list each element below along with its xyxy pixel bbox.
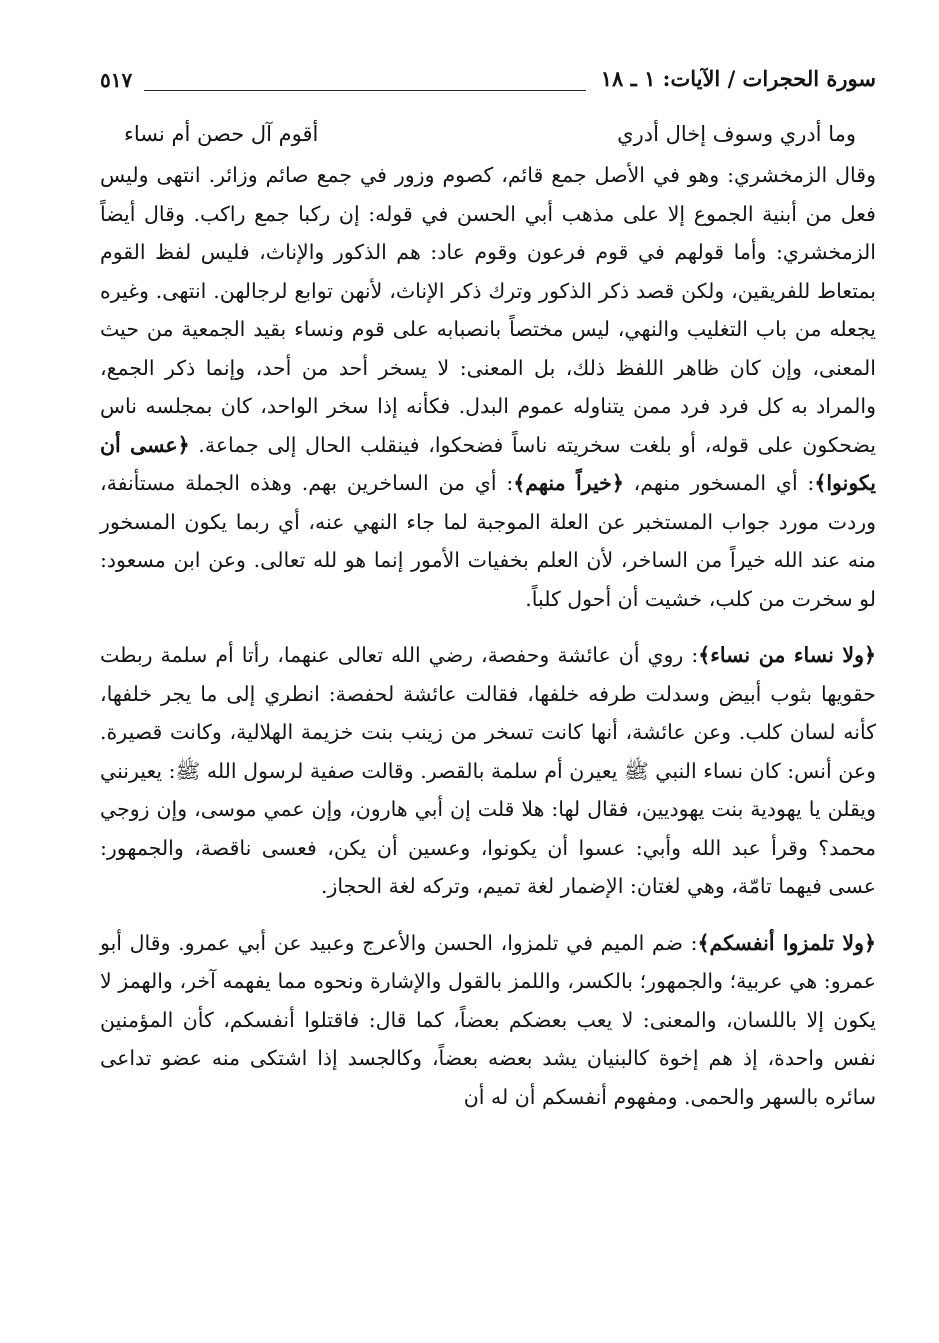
book-page bbox=[100, 56, 876, 1306]
text-line: وكالجسد إذا اشتكى منه عضو تداعى سائره بالسهر والحمى. ومفهوم أنفسكم أن له أن bbox=[100, 1046, 876, 1109]
quran-quote: ﴿ولا تلمزوا أنفسكم﴾ bbox=[697, 930, 876, 955]
body-text bbox=[100, 156, 876, 1116]
text-line: فينقلب الحال إلى جماعة. ﴿عسى أن يكونوا﴾: أي المسخور منهم، ﴿خيراً منهم﴾: أي bbox=[100, 432, 876, 495]
text-line: سلمة ربطت حقويها بثوب أبيض وسدلت طرفه خلفها، فقالت عائشة لحفصة: انطري إلى bbox=[100, 643, 876, 706]
text-line: لما جاء النهي عنه، أي ربما يكون المسخور منه عند الله خيراً من الساخر، لأن العلم bbox=[100, 509, 876, 572]
text-line: عمرو. وقال أبو عمرو: هي عربية؛ والجمهور؛ بالكسر، واللمز بالقول والإشارة ونحوه مما bbox=[100, 930, 876, 993]
text-line: كلباً. bbox=[525, 586, 561, 611]
text-line: ﴿ولا نساء من نساء﴾: روي أن عائشة وحفصة، رضي الله تعالى عنهما، رأتا أم bbox=[215, 643, 876, 667]
text-line: راكب. وقال أيضاً الزمخشري: وأما قولهم في قوم فرعون وقوم عاد: هم الذكور والإناث، bbox=[100, 201, 876, 264]
text-line: لرجالهن. انتهى. وغيره يجعله من باب التغليب والنهي، ليس مختصاً بانصبابه على قوم bbox=[100, 278, 876, 341]
text-line: أحد من أحد، وإنما ذكر الجمع، والمراد به كل فرد فرد ممن يتناوله عموم البدل. فكأنه إذا bbox=[100, 355, 876, 418]
text-line: من الساخرين بهم. وهذه الجملة مستأنفة، وردت مورد جواب المستخبر عن العلة الموجبة bbox=[100, 471, 876, 534]
text-line: انتهى وليس فعل من أبنية الجموع إلا على مذهب أبي الحسن في قوله: إن ركبا جمع bbox=[100, 163, 876, 226]
paragraph bbox=[100, 636, 876, 906]
text-line: وعسين أن يكن، فعسى ناقصة، والجمهور: عسى فيهما تامّة، وهي لغتان: الإضمار لغة bbox=[100, 835, 876, 898]
verse-second-hemistich: أقوم آل حصن أم نساء bbox=[124, 122, 319, 146]
text-line: ﴿ولا تلمزوا أنفسكم﴾: ضم الميم في تلمزوا، الحسن والأعرج وعبيد عن أبي bbox=[237, 930, 876, 955]
text-line: هارون، وإن عمي موسى، وإن زوجي محمد؟ وقرأ عبد الله وأبي: عسوا أن يكونوا، bbox=[100, 797, 876, 860]
text-line: فليس لفظ القوم بمتعاط للفريقين، ولكن قصد ذكر الذكور وترك ذكر الإناث، لأنهن توابع bbox=[100, 240, 876, 303]
poetry-verse bbox=[124, 114, 856, 154]
text-line: تميم، وتركه لغة الحجاز. bbox=[321, 874, 521, 898]
text-line: ما يجر خلفها، كأنه لسان كلب. وعن عائشة، أنها كانت تسخر من زينب بنت خزيمة bbox=[100, 681, 876, 744]
verse-first-hemistich: وما أدري وسوف إخال أدري bbox=[617, 122, 856, 146]
paragraph bbox=[100, 924, 876, 1117]
text-line: يفهمه آخر، والهمز لا يكون إلا باللسان، والمعنى: لا يعب بعضكم بعضاً، كما قال: bbox=[100, 969, 876, 1032]
paragraph-spacer bbox=[100, 618, 876, 636]
text-line: وقال الزمخشري: وهو في الأصل جمع قائم، كصوم وزور في جمع صائم وزائر. bbox=[208, 163, 876, 187]
header-rule bbox=[144, 90, 586, 91]
text-line: بخفيات الأمور إنما هو لله تعالى. وعن ابن مسعود: لو سخرت من كلب، خشيت أن أحول bbox=[100, 548, 876, 611]
text-line: الهلالية، وكانت قصيرة. وعن أنس: كان نساء النبي ﷺ يعيرن أم سلمة بالقصر. وقالت bbox=[100, 720, 876, 783]
text-line: سخر الواحد، كان بمجلسه ناس يضحكون على قوله، أو بلغت سخريته ناساً فضحكوا، bbox=[100, 394, 876, 457]
running-header bbox=[100, 56, 876, 96]
paragraph bbox=[100, 156, 876, 618]
page-number: ٥١٧ bbox=[100, 68, 133, 92]
quran-quote: ﴿عسى أن يكونوا﴾ bbox=[100, 432, 876, 495]
header-title: سورة الحجرات / الآيات: ١ ـ ١٨ bbox=[600, 66, 876, 91]
paragraph-spacer bbox=[100, 906, 876, 924]
quran-quote: ﴿ولا نساء من نساء﴾ bbox=[698, 643, 876, 667]
text-line: صفية لرسول الله ﷺ: يعيرنني ويقلن يا يهودية بنت يهوديين، فقال لها: هلا قلت إن أبي bbox=[100, 758, 876, 821]
text-line: فاقتلوا أنفسكم، كأن المؤمنين نفس واحدة، إذ هم إخوة كالبنيان يشد بعضه بعضاً، bbox=[100, 1007, 876, 1070]
text-line: ونساء بقيد الجمعية من حيث المعنى، وإن كان ظاهر اللفظ ذلك، بل المعنى: لا يسخر bbox=[100, 317, 876, 380]
quran-quote: ﴿خيراً منهم﴾ bbox=[513, 471, 624, 495]
